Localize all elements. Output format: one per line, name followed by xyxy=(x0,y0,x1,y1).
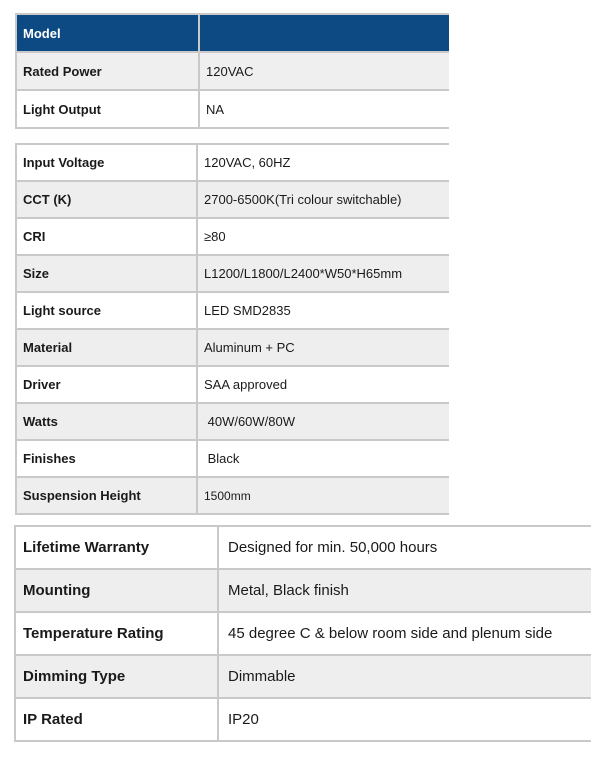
table-row xyxy=(16,218,449,255)
table-row xyxy=(16,181,449,218)
row-value: 120VAC, 60HZ xyxy=(197,144,449,181)
row-value: Designed for min. 50,000 hours xyxy=(218,526,591,569)
row-label: Dimming Type xyxy=(15,655,218,698)
row-value: Metal, Black finish xyxy=(218,569,591,612)
electrical-spec-table xyxy=(15,143,449,515)
row-value: LED SMD2835 xyxy=(197,292,449,329)
row-label: IP Rated xyxy=(15,698,218,741)
performance-spec-table xyxy=(14,525,591,742)
row-label: Mounting xyxy=(15,569,218,612)
table-row xyxy=(16,366,449,403)
row-label: Driver xyxy=(16,366,197,403)
row-value: 40W/60W/80W xyxy=(197,403,449,440)
table-row xyxy=(16,329,449,366)
row-value: SAA approved xyxy=(197,366,449,403)
row-value: ≥80 xyxy=(197,218,449,255)
table-row xyxy=(16,52,449,90)
row-value: Black xyxy=(197,440,449,477)
table-row xyxy=(15,698,591,741)
row-value: 45 degree C & below room side and plenum side xyxy=(218,612,591,655)
row-value: Aluminum + PC xyxy=(197,329,449,366)
row-label: Material xyxy=(16,329,197,366)
row-label: Rated Power xyxy=(16,52,199,90)
table-row xyxy=(16,90,449,128)
row-label: Temperature Rating xyxy=(15,612,218,655)
header-value xyxy=(199,14,449,52)
table-header-row xyxy=(16,14,449,52)
row-value: 1500mm xyxy=(197,477,449,514)
table-row xyxy=(15,569,591,612)
model-spec-table xyxy=(15,13,449,129)
row-value: 120VAC xyxy=(199,52,449,90)
row-label: Watts xyxy=(16,403,197,440)
table-row xyxy=(15,526,591,569)
row-label: Finishes xyxy=(16,440,197,477)
row-value: IP20 xyxy=(218,698,591,741)
row-value: L1200/L1800/L2400*W50*H65mm xyxy=(197,255,449,292)
row-label: CRI xyxy=(16,218,197,255)
row-label: Size xyxy=(16,255,197,292)
table-row xyxy=(16,144,449,181)
row-label: Light Output xyxy=(16,90,199,128)
table-row xyxy=(15,655,591,698)
table-row xyxy=(15,612,591,655)
table-row xyxy=(16,292,449,329)
row-label: Light source xyxy=(16,292,197,329)
row-value: NA xyxy=(199,90,449,128)
row-label: CCT (K) xyxy=(16,181,197,218)
row-value: 2700-6500K(Tri colour switchable) xyxy=(197,181,449,218)
header-label: Model xyxy=(16,14,199,52)
row-label: Lifetime Warranty xyxy=(15,526,218,569)
row-label: Input Voltage xyxy=(16,144,197,181)
row-value: Dimmable xyxy=(218,655,591,698)
table-row xyxy=(16,477,449,514)
table-row xyxy=(16,403,449,440)
table-row xyxy=(16,255,449,292)
table-row xyxy=(16,440,449,477)
row-label: Suspension Height xyxy=(16,477,197,514)
